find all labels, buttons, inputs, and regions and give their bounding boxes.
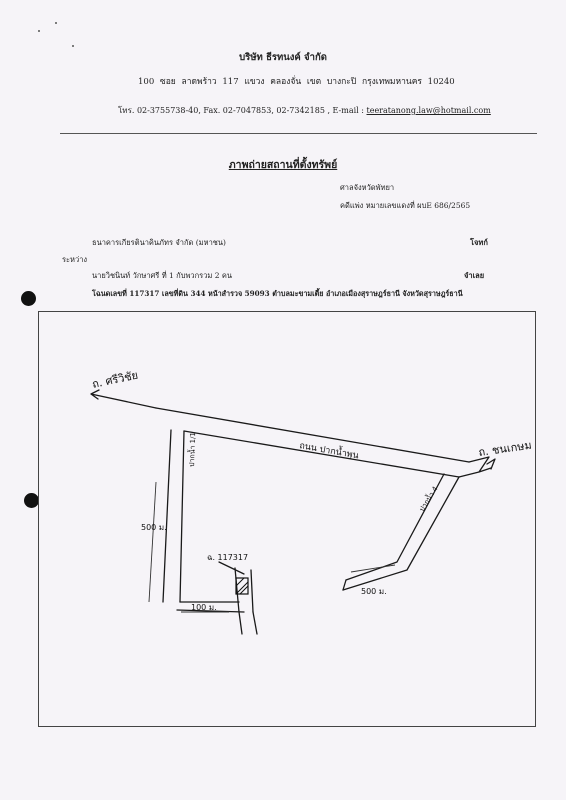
sketch-map-frame xyxy=(38,311,536,727)
company-name: บริษัท ธีรทนงค์ จำกัด xyxy=(239,52,327,63)
plaintiff-name: ธนาคารเกียรตินาคินภัทร จำกัด (มหาชน) xyxy=(92,238,226,247)
main-road-top-edge xyxy=(156,408,469,462)
bottom-road-left-edge xyxy=(239,612,242,634)
email-link[interactable]: teeratanong.law@hotmail.com xyxy=(366,106,491,115)
west-arrow xyxy=(91,390,156,408)
between-label: ระหว่าง xyxy=(62,255,88,264)
company-contact xyxy=(118,107,491,115)
label-west: ถ. ศรีวิชัย xyxy=(90,368,140,391)
company-address: 100 ซอย ลาดพร้าว 117 แขวง คลองจั่น เขต บางกะปิ กรุงเทพมหานคร 10240 xyxy=(138,77,455,87)
scan-speck xyxy=(72,45,74,47)
header-divider xyxy=(60,133,537,134)
label-dist-left: 500 ม. xyxy=(141,523,167,532)
phone-fax-text: โทร. 02-3755738-40, Fax. 02-7047853, 02-7342185 , E-mail : xyxy=(118,106,364,115)
label-left-soi: ปากน้ำ 1/1 xyxy=(188,431,198,468)
defendant-role: จำเลย xyxy=(464,271,485,280)
court-name: ศาลจังหวัดพัทยา xyxy=(340,183,395,192)
east-arrowhead xyxy=(487,459,495,469)
east-arrow xyxy=(459,457,491,477)
bottom-road-right-edge xyxy=(253,612,257,634)
label-deed: ฉ. 117317 xyxy=(207,553,249,562)
plaintiff-role: โจทก์ xyxy=(470,238,488,247)
label-east: ถ. ชนเกษม xyxy=(477,438,533,459)
left-soi-right-edge xyxy=(180,431,184,602)
document-title: ภาพถ่ายสถานที่ตั้งทรัพย์ xyxy=(228,159,338,171)
right-soi-outer xyxy=(343,477,459,590)
punch-hole-top xyxy=(21,291,36,306)
sketch-map xyxy=(39,312,535,726)
label-dist-bottom: 100 ม. xyxy=(191,603,217,612)
defendant-name: นายวิชนินท์ วักษาศรี ที่ 1 กับพวกรวม 2 คน xyxy=(92,271,233,280)
access-road-right xyxy=(251,570,253,612)
label-dist-right: 500 ม. xyxy=(361,587,387,596)
scan-speck xyxy=(55,22,57,24)
label-main-road: ถนน ปากน้ำพุน xyxy=(298,441,360,462)
scan-speck xyxy=(38,30,40,32)
case-number: คดีแพ่ง หมายเลขแดงที่ ผบE 686/2565 xyxy=(340,201,471,210)
label-right-soi: ปากน้ำ 4 xyxy=(417,485,440,514)
left-soi-left-edge xyxy=(163,430,171,602)
deed-callout-line xyxy=(219,562,244,574)
right-soi-end xyxy=(343,580,346,590)
deed-details: โฉนดเลขที่ 117317 เลขที่ดิน 344 หน้าสำรวจ 59093 ตำบลมะขามเตี้ย อำเภอเมืองสุราษฎร์ธานี จังหวัดสุราษฎร์ธานี xyxy=(92,289,463,298)
punch-hole-bottom xyxy=(24,493,39,508)
property-plot-hatch xyxy=(236,578,248,594)
dist-left-arrow xyxy=(149,482,156,602)
